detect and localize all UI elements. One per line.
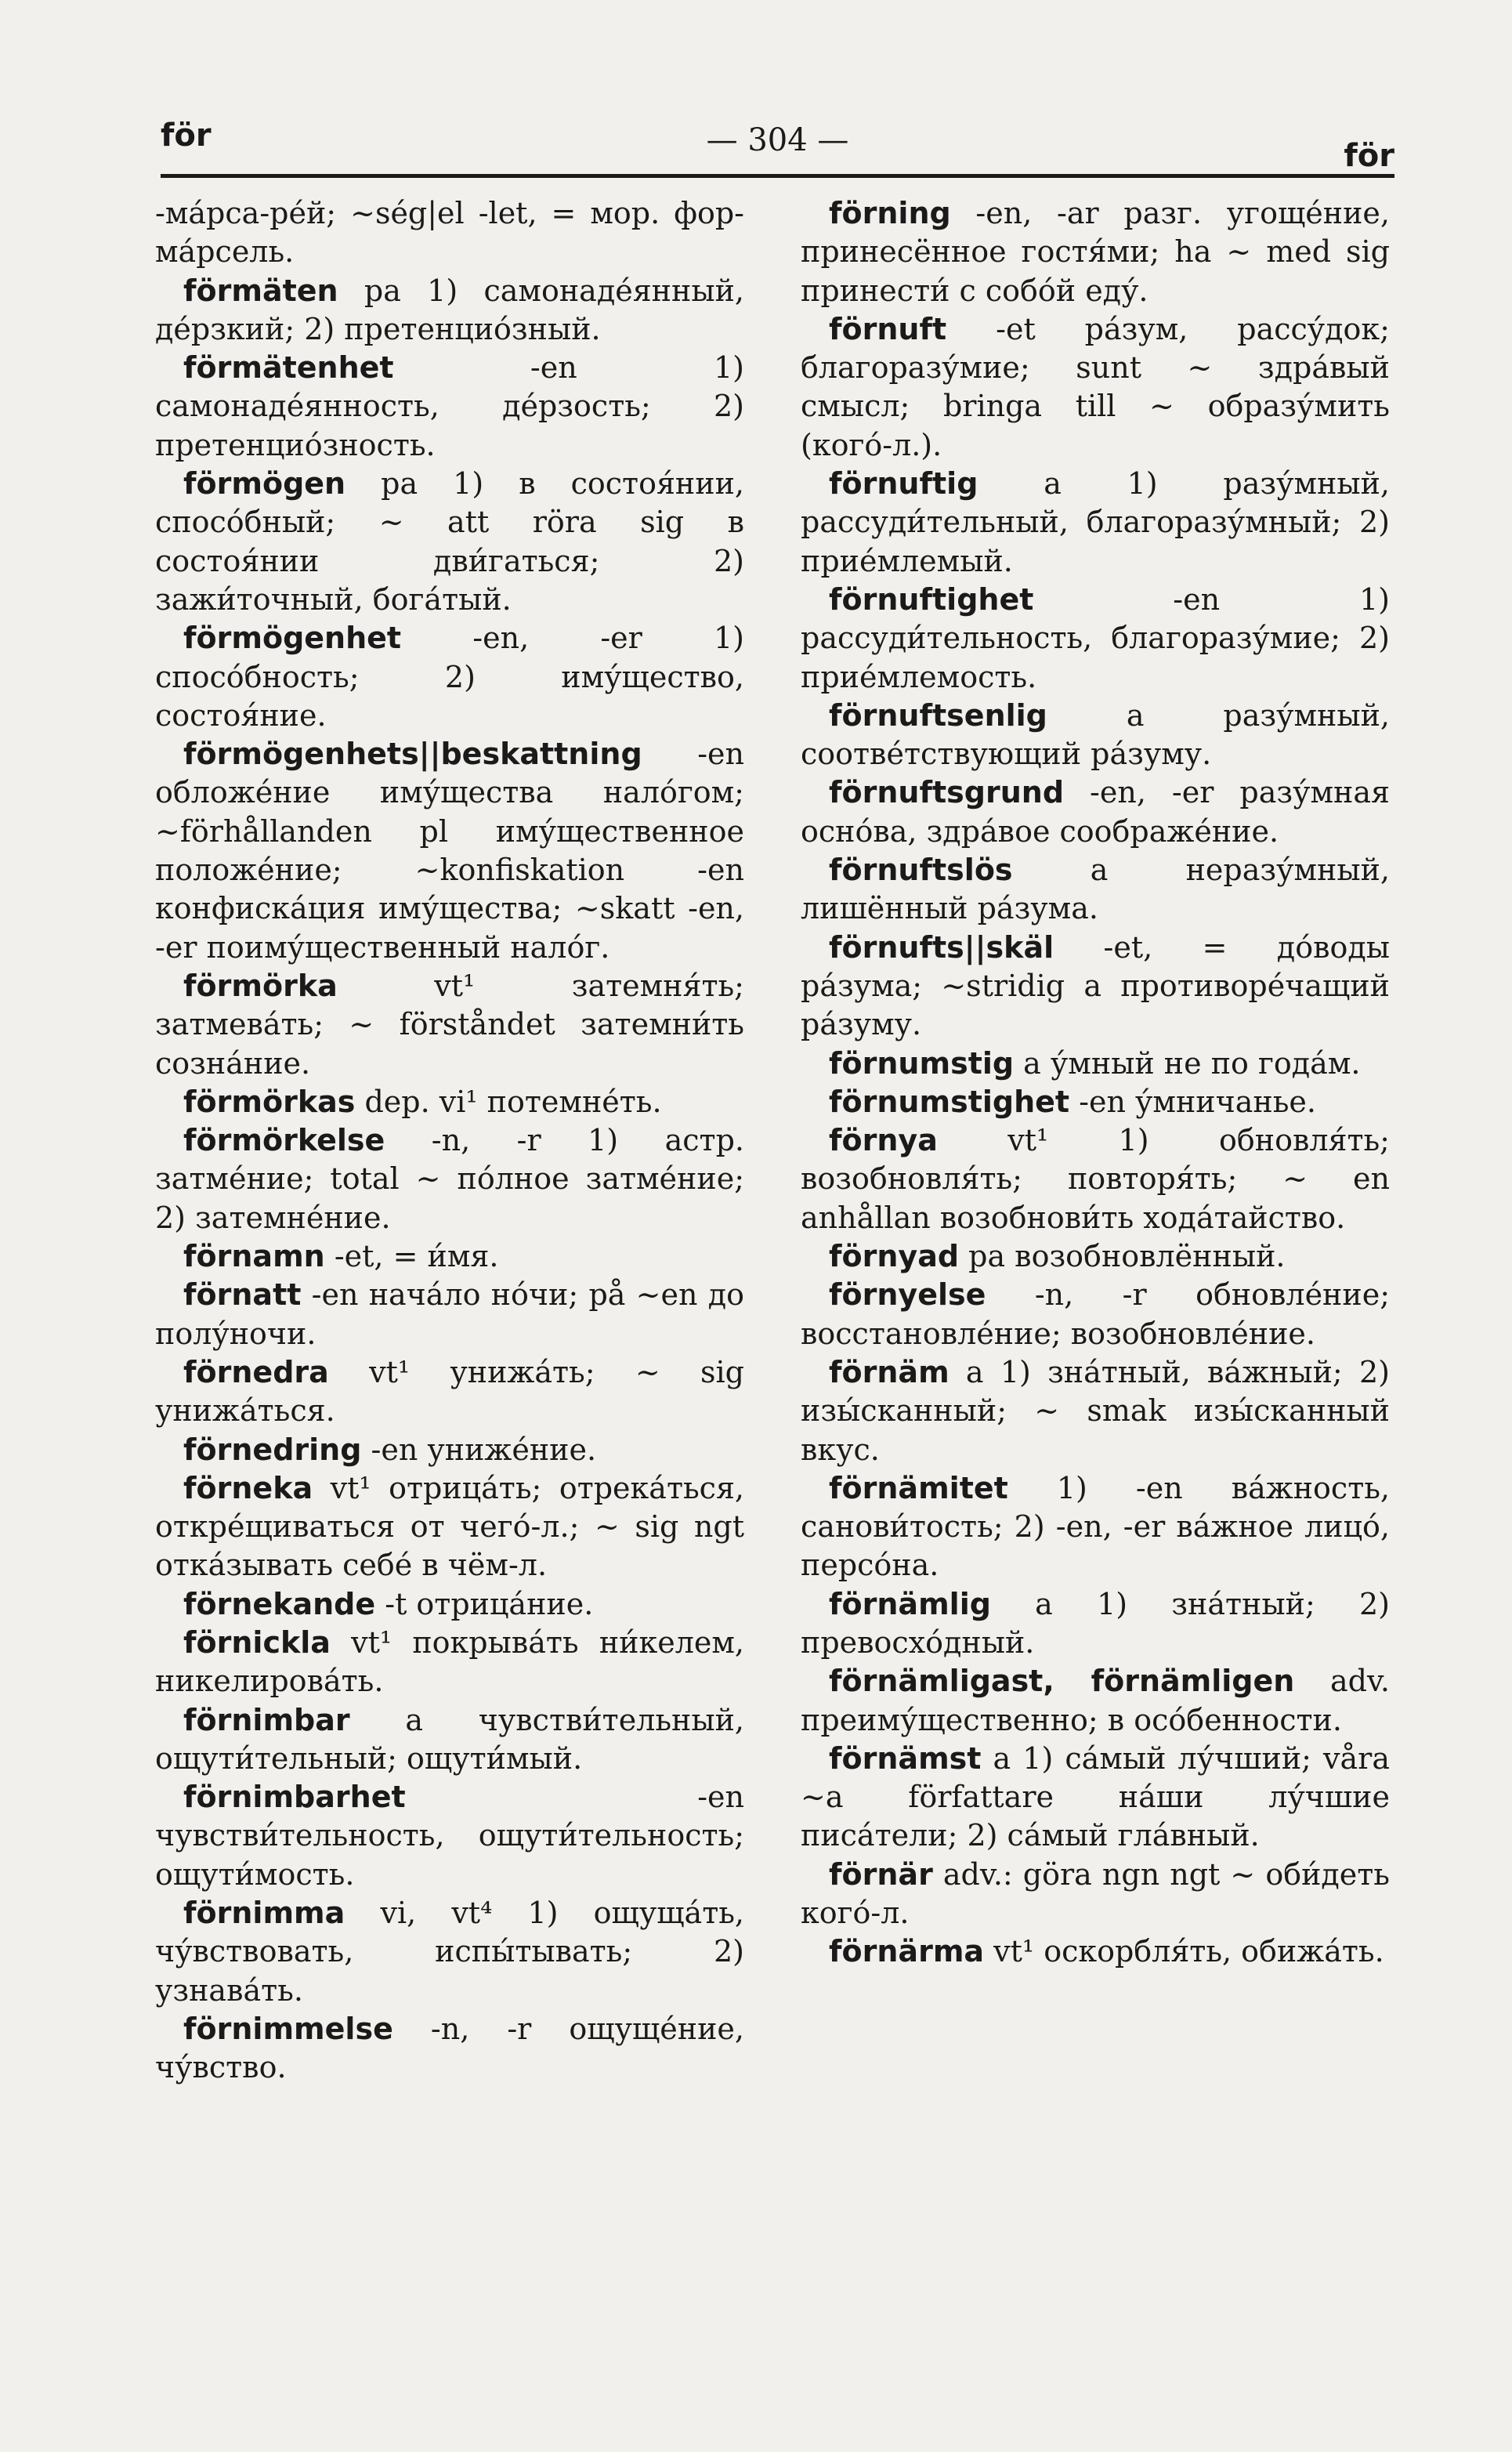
dictionary-entry	[801, 697, 1390, 774]
entry-headword: förnedring	[183, 1432, 362, 1467]
entry-headword: förnämitet	[829, 1470, 1008, 1505]
entry-definition: a разу́мный, соотве́тствующий ра́зуму.	[801, 697, 1390, 772]
dictionary-entry	[155, 1469, 744, 1585]
dictionary-entry	[801, 1121, 1390, 1237]
entry-definition: vi, vt⁴ 1) ощуща́ть, чу́вствовать, испы́тывать; 2) узнава́ть.	[155, 1896, 744, 2008]
dictionary-entry	[155, 349, 744, 465]
entry-headword: förnäm	[829, 1354, 950, 1389]
dictionary-entry	[801, 310, 1390, 465]
entry-headword: förnumstighet	[829, 1084, 1070, 1119]
entry-definition: -et ра́зум, рассу́док; благоразу́мие; sunt ~ здра́вый смысл; bringa till ~ образу́мить (кого́-л.).	[801, 311, 1390, 462]
dictionary-entry	[155, 1894, 744, 2010]
entry-definition: -en униже́ние.	[361, 1432, 597, 1467]
dictionary-entry	[155, 465, 744, 619]
entry-headword: förnärma	[829, 1934, 985, 1969]
entry-definition: a 1) зна́тный; 2) превосхо́дный.	[801, 1586, 1390, 1660]
entry-headword: förnumstig	[829, 1045, 1015, 1081]
entry-definition: -n, -r обновле́ние; восстановле́ние; возобновле́ние.	[801, 1277, 1390, 1351]
dictionary-entry	[801, 1856, 1390, 1933]
dictionary-entry	[801, 581, 1390, 697]
entry-definition: -t отрица́ние.	[375, 1586, 594, 1621]
dictionary-entry	[801, 1237, 1390, 1276]
dictionary-entry	[155, 1624, 744, 1701]
entry-headword: förnimmelse	[183, 2011, 393, 2046]
entry-definition: adv.: göra ngn ngt ~ оби́деть кого́-л.	[801, 1856, 1390, 1931]
dictionary-entry	[155, 1121, 744, 1237]
entry-headword: förmörkas	[183, 1084, 356, 1119]
dictionary-entry	[801, 1740, 1390, 1856]
entry-headword: förning	[829, 196, 951, 230]
dictionary-entry	[801, 194, 1390, 310]
entry-definition: -n, -r ощуще́ние, чу́вство.	[155, 2011, 744, 2085]
dictionary-entry	[801, 1469, 1390, 1585]
entry-headword: förnyelse	[829, 1277, 986, 1313]
entry-headword: förnickla	[183, 1624, 331, 1660]
entry-headword: förmäten	[183, 273, 338, 308]
entry-headword: förnämlig	[829, 1586, 991, 1621]
entry-headword: förnuftsenlig	[829, 697, 1047, 733]
dictionary-entry	[801, 1045, 1390, 1083]
entry-definition: a 1) зна́тный, ва́жный; 2) изы́сканный; ~ smak изы́сканный вкус.	[801, 1354, 1390, 1467]
entry-definition: -et, = до́воды ра́зума; ~stridig a противоре́чащий ра́зуму.	[801, 929, 1390, 1042]
entry-headword: förnuftig	[829, 466, 978, 502]
dictionary-entry	[155, 1778, 744, 1894]
entry-definition: -en, -ar разг. угоще́ние, принесённое гостя́ми; ha ~ med sig принести́ с собо́й еду́.	[801, 196, 1390, 308]
dictionary-entry	[155, 967, 744, 1083]
entry-definition: vt¹ затемня́ть; затмева́ть; ~ förståndet затемни́ть созна́ние.	[155, 968, 744, 1081]
entry-definition: a у́мный не по года́м.	[1014, 1045, 1361, 1081]
page-number: — 304 —	[706, 122, 849, 158]
dictionary-entry	[801, 1932, 1390, 1971]
entry-definition: vt¹ покрыва́ть ни́келем, никелирова́ть.	[155, 1624, 744, 1699]
page-header	[161, 118, 1394, 172]
dictionary-entry	[801, 1276, 1390, 1353]
entry-definition: -n, -r 1) астр. затме́ние; total ~ по́лное затме́ние; 2) затемне́ние.	[155, 1123, 744, 1235]
left-column	[155, 194, 744, 2088]
entry-headword: förnedra	[183, 1354, 329, 1389]
entry-headword: förnämst	[829, 1740, 982, 1776]
entry-definition: a 1) разу́мный, рассуди́тельный, благоразу́мный; 2) прие́млемый.	[801, 466, 1390, 578]
dictionary-entry	[155, 1083, 744, 1121]
entry-definition: -en, -er разу́мная осно́ва, здра́вое соображе́ние.	[801, 775, 1390, 849]
entry-headword: förmörka	[183, 968, 338, 1003]
header-right-word: för	[1344, 138, 1394, 174]
dictionary-entry	[801, 929, 1390, 1045]
entry-definition: pa возобновлённый.	[959, 1239, 1286, 1274]
entry-definition: a чувстви́тельный, ощути́тельный; ощути́мый.	[155, 1702, 744, 1776]
entry-definition: a неразу́мный, лишённый ра́зума.	[801, 853, 1390, 926]
right-column	[801, 194, 1390, 1972]
entry-headword: förnimbarhet	[183, 1780, 406, 1815]
entry-definition: -et, = и́мя.	[324, 1239, 499, 1274]
dictionary-entry	[155, 1431, 744, 1469]
entry-headword: förmögenhets||beskattning	[183, 737, 642, 772]
dictionary-entry	[155, 735, 744, 967]
entry-definition: -ма́рса-ре́й; ~ség|el -let, = мор. фор-ма́рсель.	[155, 196, 744, 270]
entry-definition: -en 1) рассуди́тельность, благоразу́мие; 2) прие́млемость.	[801, 581, 1390, 694]
dictionary-entry	[155, 619, 744, 735]
dictionary-entry	[801, 465, 1390, 581]
entry-headword: förmögen	[183, 466, 346, 502]
dictionary-entry	[801, 851, 1390, 929]
entry-headword: förnuft	[829, 311, 947, 346]
dictionary-entry	[155, 1701, 744, 1779]
dictionary-entry	[801, 773, 1390, 851]
dictionary-entry	[155, 1276, 744, 1353]
entry-headword: förmätenhet	[183, 350, 394, 386]
entry-definition: vt¹ унижа́ть; ~ sig унижа́ться.	[155, 1354, 744, 1429]
entry-headword: förnekande	[183, 1586, 376, 1621]
dictionary-entry	[155, 1237, 744, 1276]
entry-definition: -en, -er 1) спосо́бность; 2) иму́щество, состоя́ние.	[155, 621, 744, 733]
entry-definition: pa 1) в состоя́нии, спосо́бный; ~ att röra sig в состоя́нии дви́гаться; 2) зажи́точный, бога́тый.	[155, 466, 744, 617]
entry-headword: förnyad	[829, 1239, 960, 1274]
dictionary-entry	[801, 1083, 1390, 1121]
dictionary-entry	[155, 1585, 744, 1624]
entry-definition: 1) -en ва́жность, санови́тость; 2) -en, -er ва́жное лицо́, персо́на.	[801, 1470, 1390, 1583]
entry-definition: adv. преиму́щественно; в осо́бенности.	[801, 1664, 1390, 1737]
header-left-word: för	[161, 118, 212, 154]
entry-definition: dep. vi¹ потемне́ть.	[355, 1084, 662, 1119]
dictionary-entry	[155, 194, 744, 272]
entry-definition: pa 1) самонаде́янный, де́рзкий; 2) претенцио́зный.	[155, 273, 744, 346]
entry-headword: förnya	[829, 1123, 938, 1158]
dictionary-entry	[801, 1585, 1390, 1663]
entry-definition: vt¹ оскорбля́ть, обижа́ть.	[984, 1934, 1384, 1969]
entry-headword: förnuftighet	[829, 581, 1034, 617]
entry-headword: förnufts||skäl	[829, 929, 1054, 965]
entry-definition: -en нача́ло но́чи; på ~en до полу́ночи.	[155, 1277, 744, 1351]
dictionary-entry	[801, 1353, 1390, 1469]
entry-definition: -en 1) самонаде́янность, де́рзость; 2) претенцио́зность.	[155, 350, 744, 462]
entry-headword: förmörkelse	[183, 1123, 385, 1158]
entry-headword: förnimbar	[183, 1702, 350, 1737]
entry-headword: förnamn	[183, 1239, 325, 1274]
entry-definition: -en обложе́ние иму́щества нало́гом; ~förhållanden pl иму́щественное положе́ние; ~konfiskation -en конфиска́ция иму́щества; ~skatt -en, -er поиму́щественный нало́г.	[155, 737, 744, 965]
entry-definition: vt¹ 1) обновля́ть; возобновля́ть; повторя́ть; ~ en anhållan возобнови́ть хода́тайство.	[801, 1123, 1390, 1235]
entry-headword: förnär	[829, 1856, 933, 1892]
dictionary-entry	[155, 1353, 744, 1431]
entry-headword: förnämligast, förnämligen	[829, 1664, 1295, 1699]
entry-definition: a 1) са́мый лу́чший; våra ~a författare на́ши лу́чшие писа́тели; 2) са́мый гла́вный.	[801, 1740, 1390, 1853]
dictionary-entry	[155, 272, 744, 350]
entry-headword: förnuftsgrund	[829, 775, 1065, 810]
entry-headword: förneka	[183, 1470, 313, 1505]
entry-headword: förmögenhet	[183, 621, 402, 656]
dictionary-entry	[155, 2010, 744, 2088]
entry-definition: -en у́мничанье.	[1069, 1084, 1316, 1119]
entry-headword: förnimma	[183, 1896, 345, 1931]
entry-definition: -en чувстви́тельность, ощути́тельность; ощути́мость.	[155, 1780, 744, 1892]
dictionary-entry	[801, 1662, 1390, 1740]
entry-definition: vt¹ отрица́ть; отрека́ться, откре́щиваться от чего́-л.; ~ sig ngt отка́зывать себе́ в чём-л.	[155, 1470, 744, 1583]
header-rule	[161, 174, 1394, 178]
entry-headword: förnuftslös	[829, 853, 1013, 888]
entry-headword: förnatt	[183, 1277, 302, 1313]
